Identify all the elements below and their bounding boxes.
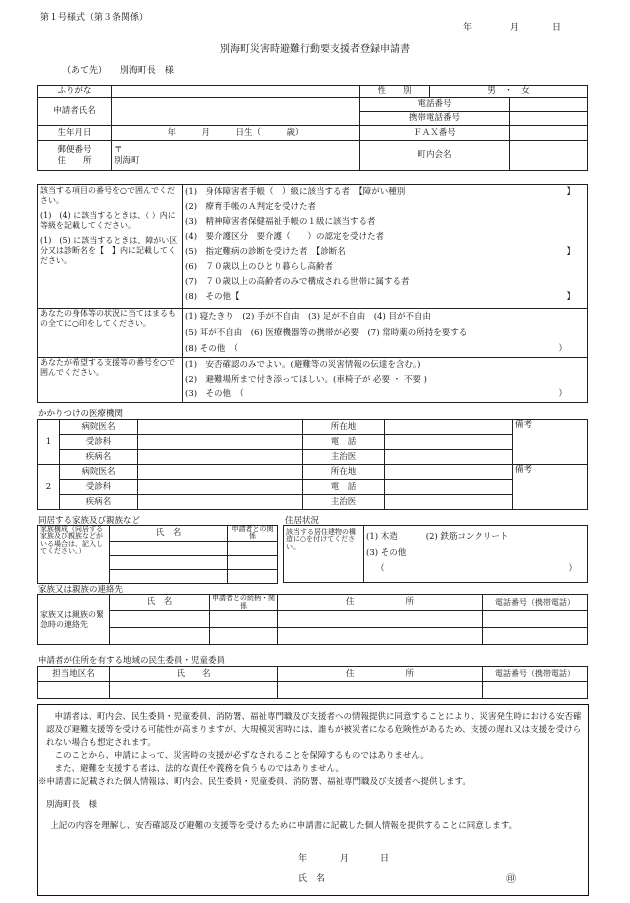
body-state-options <box>183 309 588 358</box>
phone-field[interactable] <box>510 98 588 112</box>
neighborhood-label: 町内会名 <box>360 141 510 171</box>
contact-table <box>37 594 588 645</box>
commissioner-address[interactable] <box>278 682 483 699</box>
location-label-2: 所在地 <box>303 465 385 480</box>
phone-field-1[interactable] <box>385 435 513 450</box>
furigana-field[interactable] <box>112 86 360 98</box>
remarks-1[interactable]: 備考 <box>513 420 588 465</box>
page-title: 別海町災害時避難行動要支援者登録申請書 <box>220 44 410 55</box>
contact-name-1[interactable] <box>110 611 210 628</box>
dept-field-2[interactable] <box>138 480 303 495</box>
body-state-instruction: あなたの身体等の状況に当てはまるもの全てに○印をしてください。 <box>38 309 183 358</box>
commissioner-area-header: 担当地区名 <box>38 667 110 682</box>
disease-field-2[interactable] <box>138 495 303 510</box>
agreement-day[interactable]: 日 <box>380 854 390 864</box>
housing-paren-open: （ <box>376 564 385 574</box>
phone-label: 電話番号 <box>360 98 510 112</box>
location-field-2[interactable] <box>385 465 513 480</box>
dept-field-1[interactable] <box>138 435 303 450</box>
mobile-field[interactable] <box>510 112 588 126</box>
agreement-box <box>37 704 589 896</box>
fax-label: ＦＡＸ番号 <box>360 126 510 141</box>
postal-address-label <box>38 141 112 171</box>
commissioner-heading: 申請者が住所を有する地域の民生委員・児童委員 <box>38 656 226 666</box>
family-heading: 同居する家族及び親族など <box>38 516 141 526</box>
item-7[interactable]: (7) ７０歳以上の高齢者のみで構成される世帯に属する者 <box>185 277 410 287</box>
housing-opt-3[interactable]: (3) その他 <box>366 548 407 558</box>
contact-phone-2[interactable] <box>483 628 588 645</box>
postal-mark: 〒 <box>114 145 123 156</box>
commissioner-name[interactable] <box>110 682 278 699</box>
contact-relation-header: 申請者との続柄・関係 <box>210 595 278 611</box>
postal-address-field[interactable] <box>112 141 360 171</box>
location-field-1[interactable] <box>385 420 513 435</box>
instruction-3: (1) (5) に該当するときは、障がい区分又は診断名を【 】内に記載してください。 <box>40 236 178 265</box>
item-5[interactable]: (5) 指定難病の診断を受けた者 【診断名 】 <box>185 247 575 257</box>
agreement-p4: ※申請書に記載された個人情報は、町内会、民生委員・児童委員、消防署、福祉専門職及び支援者へ提供します。 <box>38 777 471 787</box>
support-line1[interactable]: (1) 安否確認のみでよい。(避難等の災害情報の伝達を含む。) <box>185 360 421 370</box>
support-options <box>183 358 588 403</box>
family-desc: 家族構成（同居する家族及び親族などがいる場合は、記入してください。） <box>38 526 110 584</box>
form-number: 第１号様式（第３条関係） <box>40 13 149 23</box>
medical-table <box>37 419 588 510</box>
item-3[interactable]: (3) 精神障害者保健福祉手帳の１級に該当する者 <box>185 217 376 227</box>
applicant-name-label: 申請者氏名 <box>38 98 112 126</box>
housing-paren-close: ） <box>568 564 577 574</box>
contact-address-1[interactable] <box>278 611 483 628</box>
item-4[interactable]: (4) 要介護区分 要介護（ ）の認定を受けた者 <box>185 232 385 242</box>
commissioner-phone-header: 電話番号（携帯電話） <box>483 667 588 682</box>
applicant-name-field[interactable] <box>112 98 360 126</box>
agreement-addressee: 別海町長 様 <box>46 800 98 810</box>
housing-table <box>283 525 588 583</box>
address-label: 住 所 <box>57 155 92 166</box>
family-rel-3[interactable] <box>228 569 278 583</box>
addressee-name: 別海町長 様 <box>119 66 174 76</box>
item-1[interactable]: (1) 身体障害者手帳（ ）級に該当する者 【障がい種別 】 <box>185 187 575 197</box>
contact-phone-1[interactable] <box>483 611 588 628</box>
header-date-year: 年 <box>463 23 473 33</box>
instruction-1: 該当する項目の番号を○で囲んでください。 <box>40 186 175 205</box>
items-instructions <box>38 185 183 309</box>
commissioner-area[interactable] <box>38 682 110 699</box>
housing-opt-1[interactable]: (1) 木造 <box>366 532 398 542</box>
family-rel-2[interactable] <box>228 555 278 569</box>
doctor-label-1: 主治医 <box>303 450 385 465</box>
contact-phone-header: 電話番号（携帯電話） <box>483 595 588 611</box>
contact-name-header: 氏 名 <box>110 595 210 611</box>
conditions-table <box>37 184 588 403</box>
body-state-line3[interactable]: (8) その他 （ ） <box>185 344 567 354</box>
housing-heading: 住居状況 <box>285 516 320 526</box>
item-8[interactable]: (8) その他【 】 <box>185 292 575 302</box>
commissioner-name-header: 氏 名 <box>110 667 278 682</box>
agreement-p1: 申請者は、町内会、民生委員・児童委員、消防署、福祉専門職及び支援者への情報提供に同意することにより、災害発生時における安否確認及び避難支援等を受ける可能性が高まりますが、大規模災害時には、誰もが被災者になる危険性があるため、支援の遅れ又は支援を受けられない場合も想定されます。 <box>46 712 582 748</box>
neighborhood-field[interactable] <box>510 141 588 171</box>
family-name-1[interactable] <box>110 541 228 555</box>
item-2[interactable]: (2) 療育手帳のＡ判定を受けた者 <box>185 202 317 212</box>
gender-label: 性 別 <box>360 86 430 98</box>
doctor-field-1[interactable] <box>385 450 513 465</box>
dept-label-1: 受診科 <box>60 435 138 450</box>
medical-row-no-2: 2 <box>38 465 60 510</box>
addressee-prefix: （あて先） <box>62 66 108 76</box>
commissioner-address-header: 住 所 <box>278 667 483 682</box>
furigana-label: ふりがな <box>38 86 112 98</box>
header-date-day: 日 <box>552 23 562 33</box>
addressee <box>62 63 174 76</box>
contact-address-header: 住 所 <box>278 595 483 611</box>
contact-name-2[interactable] <box>110 628 210 645</box>
phone-field-2[interactable] <box>385 480 513 495</box>
postal-label: 郵便番号 <box>57 145 92 156</box>
hospital-label-1: 病院医名 <box>60 420 138 435</box>
doctor-label-2: 主治医 <box>303 495 385 510</box>
disease-label-1: 疾病名 <box>60 450 138 465</box>
gender-options[interactable]: 男 ・ 女 <box>430 86 588 98</box>
seal-icon: ㊞ <box>506 874 516 885</box>
body-state-line2[interactable]: (5) 耳が不自由 (6) 医療機器等の携帯が必要 (7) 常時薬の所持を要する <box>185 328 468 338</box>
medical-row-no-1: 1 <box>38 420 60 465</box>
items-list <box>183 185 588 309</box>
hospital-field-2[interactable] <box>138 465 303 480</box>
fax-field[interactable] <box>510 126 588 141</box>
housing-options <box>364 526 588 583</box>
contact-address-2[interactable] <box>278 628 483 645</box>
housing-desc: 該当する居住建物の構造に○を付けてください。 <box>284 526 364 583</box>
housing-opt-2[interactable]: (2) 鉄筋コンクリート <box>425 532 509 542</box>
support-line2[interactable]: (2) 避難場所まで付き添ってほしい。(車椅子が 必要 ・ 不要 ) <box>185 374 427 385</box>
mobile-label: 携帯電話番号 <box>360 112 510 126</box>
agreement-p3: また、避難を支援する者は、法的な責任や義務を負うものではありません。 <box>54 764 345 774</box>
applicant-table <box>37 85 588 171</box>
item-6[interactable]: (6) ７０歳以上のひとり暮らし高齢者 <box>185 262 334 272</box>
birth-label: 生年月日 <box>38 126 112 141</box>
phone-label-2: 電 話 <box>303 480 385 495</box>
contact-rel-1[interactable] <box>210 611 278 628</box>
family-name-2[interactable] <box>110 555 228 569</box>
signature-label: 氏 名 <box>298 874 326 884</box>
address-value: 別海町 <box>114 155 140 166</box>
family-relation-header: 申請者との関 係 <box>228 526 278 542</box>
agreement-year[interactable]: 年 <box>298 854 308 864</box>
family-table <box>37 525 281 584</box>
commissioner-phone[interactable] <box>483 682 588 699</box>
disease-field-1[interactable] <box>138 450 303 465</box>
body-state-line1[interactable]: (1) 寝たきり (2) 手が不自由 (3) 足が不自由 (4) 目が不自由 <box>185 312 431 322</box>
support-instruction: あなたが希望する支援等の番号を○で囲んでください。 <box>38 358 183 403</box>
dept-label-2: 受診科 <box>60 480 138 495</box>
birth-field[interactable]: 年 月 日生（ 歳） <box>112 126 360 141</box>
support-line3[interactable]: (3) その他 （ ） <box>185 389 567 399</box>
contact-desc: 家族又は親族の緊急時の連絡先 <box>38 595 110 645</box>
family-name-3[interactable] <box>110 569 228 583</box>
instruction-2: (1) (4) に該当するときは、（ ）内に等級を記載してください。 <box>40 211 176 230</box>
contact-heading: 家族又は親族の連絡先 <box>38 585 124 595</box>
phone-label-1: 電 話 <box>303 435 385 450</box>
family-rel-1[interactable] <box>228 541 278 555</box>
header-date-month: 月 <box>510 23 520 33</box>
contact-rel-2[interactable] <box>210 628 278 645</box>
remarks-2[interactable]: 備考 <box>513 465 588 510</box>
hospital-label-2: 病院医名 <box>60 465 138 480</box>
disease-label-2: 疾病名 <box>60 495 138 510</box>
doctor-field-2[interactable] <box>385 495 513 510</box>
location-label-1: 所在地 <box>303 420 385 435</box>
agreement-month[interactable]: 月 <box>340 854 350 864</box>
medical-heading: かかりつけの医療機関 <box>38 409 124 419</box>
agreement-p2: このことから、申請によって、災害時の支援が必ずなされることを保障するものではありません。 <box>54 751 429 761</box>
hospital-field-1[interactable] <box>138 420 303 435</box>
agreement-consent: 上記の内容を理解し、安否確認及び避難の支援等を受けるために申請書に記載した個人情報を提供することに同意します。 <box>50 821 518 831</box>
commissioner-table <box>37 666 588 699</box>
family-name-header: 氏 名 <box>110 526 228 542</box>
